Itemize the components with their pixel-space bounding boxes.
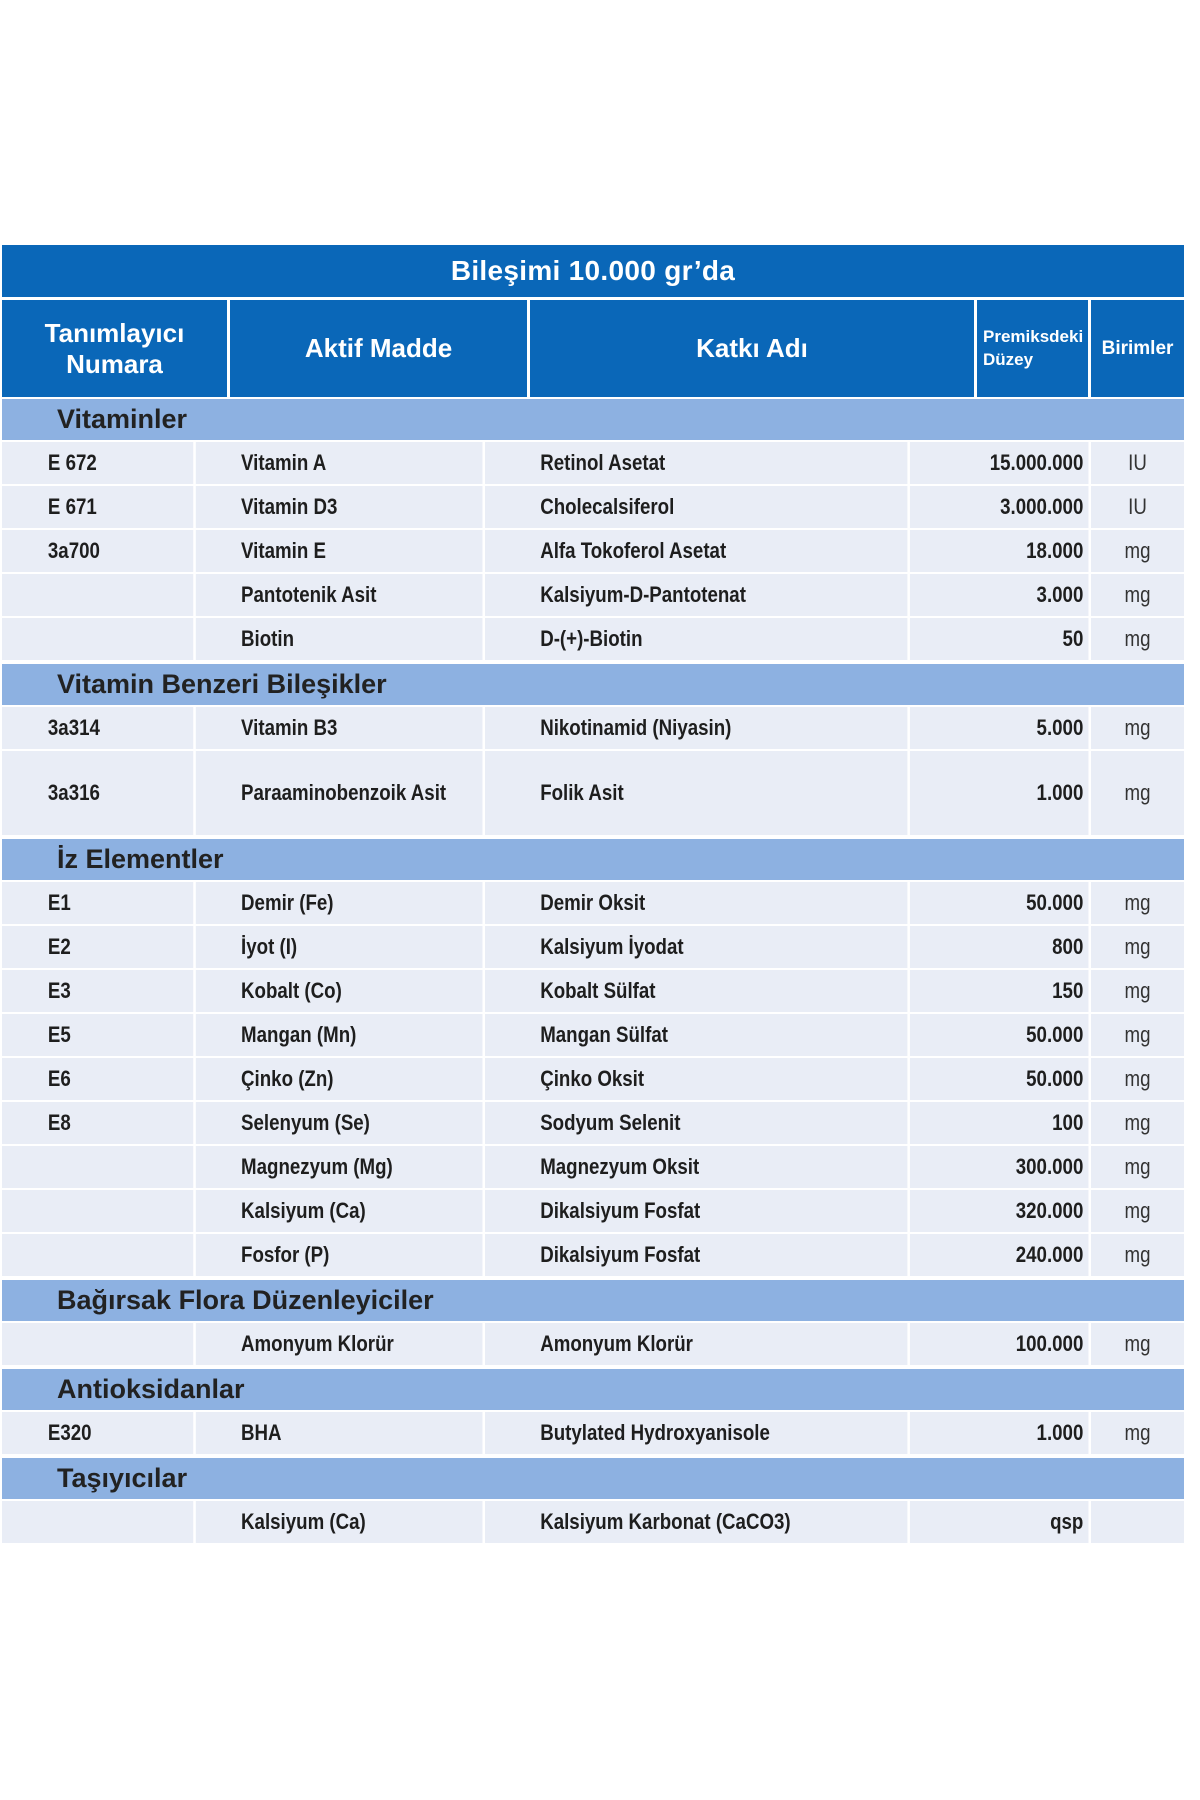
cell-premix-level: 100.000 [994, 1323, 1091, 1365]
cell-unit: mg [1124, 1198, 1151, 1223]
table-row [2, 1146, 1184, 1190]
table-body [2, 397, 1184, 1545]
cell-premix-level: 1.000 [994, 1412, 1091, 1454]
cell-unit: IU [1128, 494, 1147, 519]
cell-premix-level: 18.000 [994, 530, 1091, 572]
cell-code [2, 618, 196, 660]
table-row [2, 751, 1184, 837]
cell-code [2, 1146, 196, 1188]
cell-additive-name: D-(+)-Biotin [530, 618, 910, 660]
cell-unit: mg [1124, 890, 1151, 915]
table-row [2, 1501, 1184, 1545]
cell-code [2, 1501, 196, 1543]
cell-unit: mg [1124, 715, 1151, 740]
cell-premix-level: 3.000 [994, 574, 1091, 616]
cell-unit: mg [1124, 538, 1151, 563]
cell-code: E320 [2, 1412, 196, 1454]
section-header: Antioksidanlar [2, 1367, 1184, 1412]
section-header: Taşıyıcılar [2, 1456, 1184, 1501]
table-header-row [2, 300, 1184, 397]
cell-unit: mg [1124, 1110, 1151, 1135]
header-code: Tanımlayıcı Numara [2, 300, 230, 397]
header-active: Aktif Madde [230, 300, 530, 397]
cell-premix-level: 320.000 [994, 1190, 1091, 1232]
cell-code: 3a314 [2, 707, 196, 749]
cell-additive-name: Dikalsiyum Fosfat [530, 1234, 910, 1276]
cell-premix-level: 15.000.000 [994, 442, 1091, 484]
cell-unit: mg [1124, 978, 1151, 1003]
table-row [2, 926, 1184, 970]
section-header: Vitaminler [2, 397, 1184, 442]
table-row [2, 1190, 1184, 1234]
cell-premix-level: 100 [994, 1102, 1091, 1144]
cell-additive-name: Kalsiyum-D-Pantotenat [530, 574, 910, 616]
cell-active-substance: Vitamin B3 [230, 707, 485, 749]
cell-additive-name: Kobalt Sülfat [530, 970, 910, 1012]
cell-premix-level: 800 [994, 926, 1091, 968]
cell-active-substance: Demir (Fe) [230, 882, 485, 924]
cell-active-substance: Amonyum Klorür [230, 1323, 485, 1365]
cell-active-substance: Vitamin D3 [230, 486, 485, 528]
cell-active-substance: Magnezyum (Mg) [230, 1146, 485, 1188]
cell-premix-level: 50.000 [994, 1058, 1091, 1100]
cell-code: E 672 [2, 442, 196, 484]
cell-additive-name: Cholecalsiferol [530, 486, 910, 528]
cell-active-substance: Vitamin A [230, 442, 485, 484]
table-row [2, 1234, 1184, 1278]
cell-premix-level: qsp [994, 1501, 1091, 1543]
cell-active-substance: Selenyum (Se) [230, 1102, 485, 1144]
cell-unit: mg [1124, 1154, 1151, 1179]
cell-additive-name: Magnezyum Oksit [530, 1146, 910, 1188]
cell-premix-level: 3.000.000 [994, 486, 1091, 528]
cell-code [2, 574, 196, 616]
cell-premix-level: 300.000 [994, 1146, 1091, 1188]
cell-additive-name: Amonyum Klorür [530, 1323, 910, 1365]
table-row [2, 707, 1184, 751]
table-row [2, 618, 1184, 662]
table-row [2, 1058, 1184, 1102]
cell-additive-name: Butylated Hydroxyanisole [530, 1412, 910, 1454]
cell-active-substance: Kalsiyum (Ca) [230, 1190, 485, 1232]
cell-unit: mg [1124, 582, 1151, 607]
cell-active-substance: BHA [230, 1412, 485, 1454]
cell-code: E5 [2, 1014, 196, 1056]
cell-unit: mg [1124, 1420, 1151, 1445]
cell-additive-name: Alfa Tokoferol Asetat [530, 530, 910, 572]
cell-premix-level: 50.000 [994, 1014, 1091, 1056]
section-header: Bağırsak Flora Düzenleyiciler [2, 1278, 1184, 1323]
cell-premix-level: 50.000 [994, 882, 1091, 924]
cell-premix-level: 240.000 [994, 1234, 1091, 1276]
cell-code [2, 1234, 196, 1276]
header-level: Premiksdeki Düzey [977, 300, 1091, 397]
cell-additive-name: Nikotinamid (Niyasin) [530, 707, 910, 749]
cell-additive-name: Folik Asit [530, 751, 910, 835]
cell-additive-name: Kalsiyum Karbonat (CaCO3) [530, 1501, 910, 1543]
cell-active-substance: İyot (I) [230, 926, 485, 968]
table-row [2, 442, 1184, 486]
cell-code [2, 1190, 196, 1232]
cell-active-substance: Pantotenik Asit [230, 574, 485, 616]
cell-premix-level: 5.000 [994, 707, 1091, 749]
cell-unit: mg [1124, 1022, 1151, 1047]
cell-additive-name: Sodyum Selenit [530, 1102, 910, 1144]
cell-code: E6 [2, 1058, 196, 1100]
section-header: İz Elementler [2, 837, 1184, 882]
cell-unit: IU [1128, 450, 1147, 475]
cell-additive-name: Retinol Asetat [530, 442, 910, 484]
cell-code: 3a700 [2, 530, 196, 572]
cell-active-substance: Vitamin E [230, 530, 485, 572]
cell-code: 3a316 [2, 751, 196, 835]
cell-additive-name: Demir Oksit [530, 882, 910, 924]
cell-unit: mg [1124, 934, 1151, 959]
composition-table [2, 245, 1184, 1545]
cell-additive-name: Kalsiyum İyodat [530, 926, 910, 968]
cell-code: E1 [2, 882, 196, 924]
cell-premix-level: 50 [994, 618, 1091, 660]
table-row [2, 1323, 1184, 1367]
cell-unit: mg [1124, 1066, 1151, 1091]
cell-active-substance: Fosfor (P) [230, 1234, 485, 1276]
table-row [2, 882, 1184, 926]
cell-premix-level: 1.000 [994, 751, 1091, 835]
cell-unit: mg [1124, 1331, 1151, 1356]
cell-unit: mg [1124, 1242, 1151, 1267]
cell-unit: mg [1124, 626, 1151, 651]
table-row [2, 530, 1184, 574]
table-row [2, 970, 1184, 1014]
cell-active-substance: Kalsiyum (Ca) [230, 1501, 485, 1543]
cell-additive-name: Dikalsiyum Fosfat [530, 1190, 910, 1232]
cell-code: E3 [2, 970, 196, 1012]
cell-code: E2 [2, 926, 196, 968]
cell-active-substance: Paraaminobenzoik Asit [230, 751, 485, 835]
table-row [2, 1412, 1184, 1456]
cell-code: E8 [2, 1102, 196, 1144]
cell-code [2, 1323, 196, 1365]
cell-active-substance: Biotin [230, 618, 485, 660]
section-header: Vitamin Benzeri Bileşikler [2, 662, 1184, 707]
cell-additive-name: Mangan Sülfat [530, 1014, 910, 1056]
cell-additive-name: Çinko Oksit [530, 1058, 910, 1100]
cell-code: E 671 [2, 486, 196, 528]
table-row [2, 1102, 1184, 1146]
cell-active-substance: Mangan (Mn) [230, 1014, 485, 1056]
cell-unit: mg [1124, 780, 1151, 805]
cell-unit [1098, 1501, 1177, 1543]
cell-active-substance: Kobalt (Co) [230, 970, 485, 1012]
table-row [2, 1014, 1184, 1058]
header-units: Birimler [1101, 337, 1174, 359]
cell-premix-level: 150 [994, 970, 1091, 1012]
header-additive: Katkı Adı [530, 300, 977, 397]
table-title: Bileşimi 10.000 gr’da [2, 245, 1184, 300]
cell-active-substance: Çinko (Zn) [230, 1058, 485, 1100]
table-row [2, 486, 1184, 530]
table-row [2, 574, 1184, 618]
